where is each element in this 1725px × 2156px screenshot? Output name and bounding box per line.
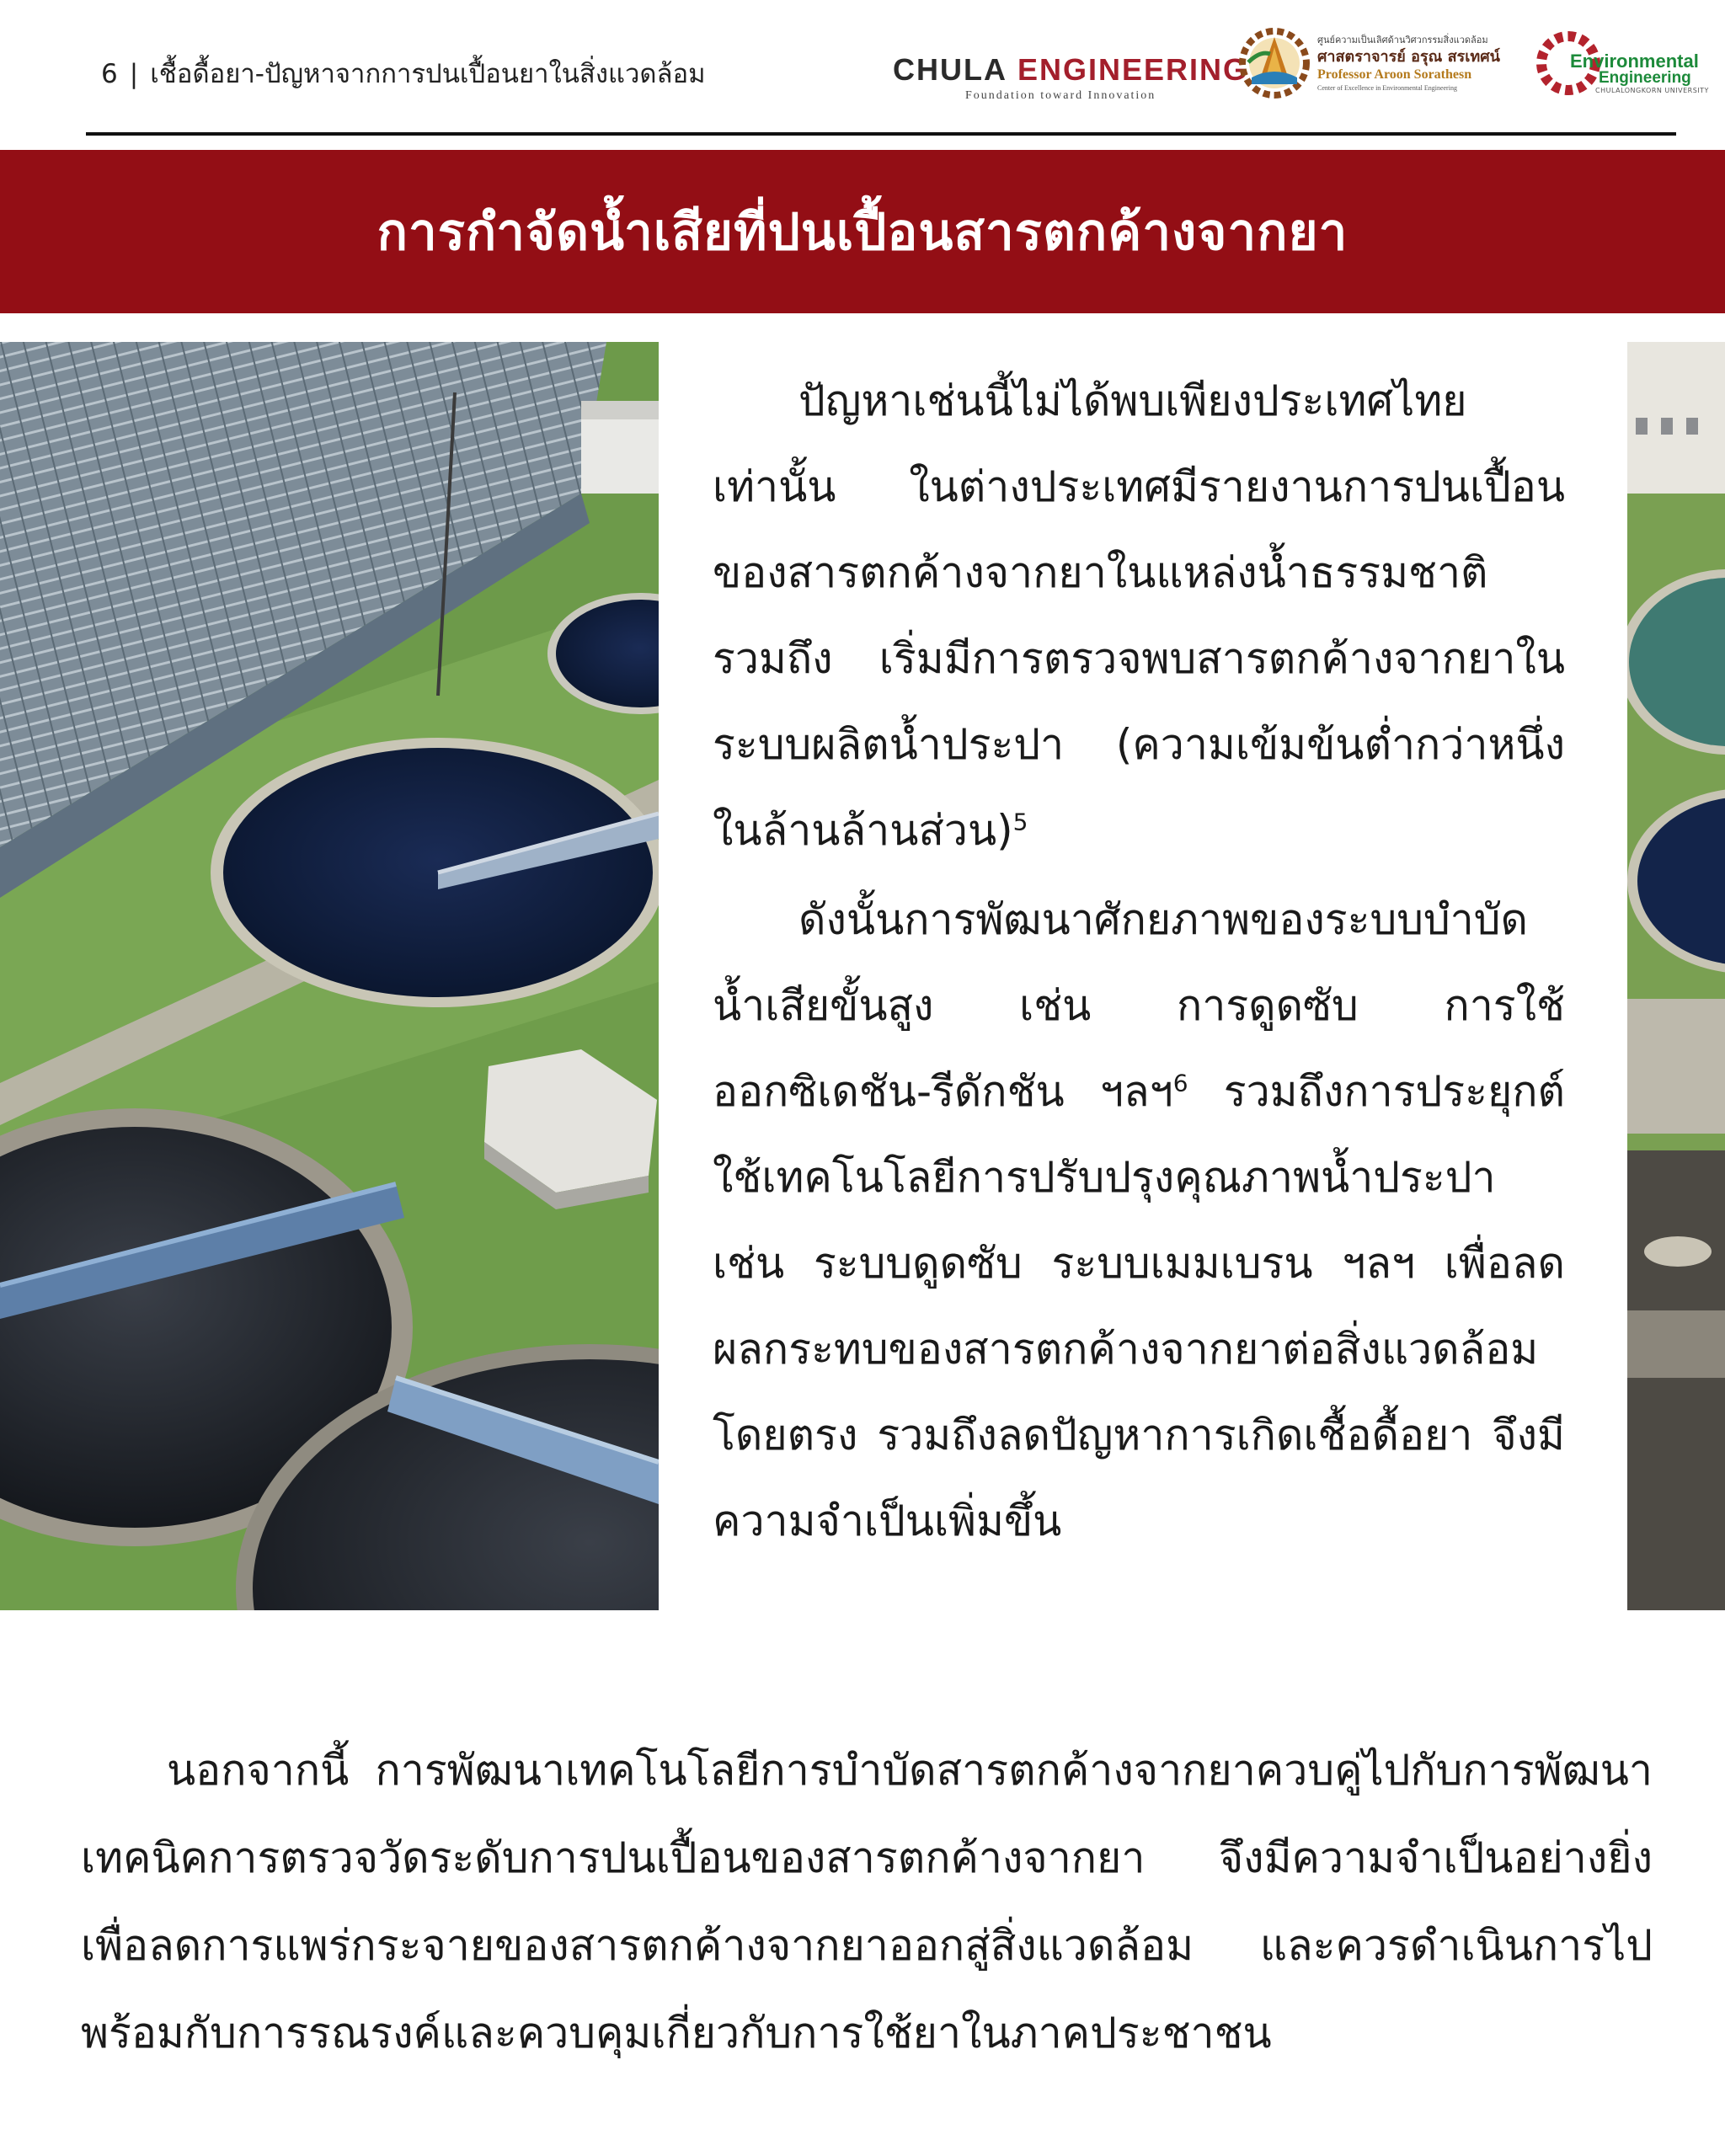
aroon-logo-line3: Professor Aroon Sorathesn	[1317, 67, 1472, 82]
paragraph-1-text: ปัญหาเช่นนี้ไม่ได้พบเพียงประเทศไทยเท่านั้น ในต่างประเทศมีรายงานการปนเปื้อนของสารตกค้างจากยาในแหล่งน้ำธรรมชาติ รวมถึง เริ่มมีการตรวจพบสารตกค้างจากยาในระบบผลิตน้ำประปา (ความเข้มข้นต่ำกว่าหนึ่งในล้านล้านส่วน)	[713, 376, 1565, 855]
aroon-emblem-icon	[1236, 25, 1312, 101]
footnote-ref-5: 5	[1012, 808, 1028, 836]
running-title: เชื้อดื้อยา-ปัญหาจากการปนเปื้อนยาในสิ่งแวดล้อม	[150, 59, 706, 89]
page-header	[0, 0, 1725, 135]
chula-logo-word-a: CHULA	[893, 52, 1007, 87]
aroon-logo-line2: ศาสตราจารย์ อรุณ สรเทศน์	[1317, 48, 1500, 66]
env-logo-line2: Engineering	[1599, 69, 1691, 87]
env-logo-line1: Environmental	[1570, 51, 1699, 72]
chula-logo-word-b: ENGINEERING	[1017, 52, 1249, 87]
header-rule	[86, 132, 1676, 136]
footnote-ref-6: 6	[1172, 1069, 1188, 1097]
paragraph-1	[713, 358, 1565, 873]
wastewater-plant-photo-strip	[1627, 342, 1725, 1610]
running-header	[101, 52, 706, 94]
column-text	[713, 358, 1565, 1564]
paragraph-3: นอกจากนี้ การพัฒนาเทคโนโลยีการบำบัดสารตกค้างจากยาควบคู่ไปกับการพัฒนาเทคนิคการตรวจวัดระดับการปนเปื้อนของสารตกค้างจากยา จึงมีความจำเป็นอย่างยิ่ง เพื่อลดการแพร่กระจายของสารตกค้างจากยาออกสู่สิ่งแวดล้อม และควรดำเนินการไปพร้อมกับการรณรงค์และควบคุมเกี่ยวกับการใช้ยาในภาคประชาชน	[81, 1746, 1653, 2057]
chula-engineering-logo	[893, 52, 1248, 103]
page-number: 6	[101, 59, 118, 89]
section-banner	[0, 150, 1725, 313]
aroon-logo-line1: ศูนย์ความเป็นเลิศด้านวิศวกรรมสิ่งแวดล้อม	[1317, 35, 1488, 45]
aroon-sorathesn-logo	[1236, 25, 1506, 101]
aroon-logo-line4: Center of Excellence in Environmental Engineering	[1317, 84, 1457, 92]
header-separator: |	[129, 59, 139, 89]
chula-logo-tagline: Foundation toward Innovation	[965, 89, 1156, 102]
wastewater-plant-photo	[0, 342, 659, 1610]
env-logo-line3: CHULALONGKORN UNIVERSITY	[1595, 87, 1709, 94]
paragraph-2	[713, 877, 1565, 1564]
section-title: การกำจัดน้ำเสียที่ปนเปื้อนสารตกค้างจากยา	[377, 202, 1348, 262]
environmental-engineering-logo	[1536, 25, 1713, 101]
paragraph-2-text-a: ดังนั้นการพัฒนาศักยภาพของระบบบำบัดน้ำเสียขั้นสูง เช่น การดูดซับ การใช้ออกซิเดชัน-รีดักชัน ฯลฯ	[713, 895, 1565, 1116]
paragraph-2-text-b: รวมถึงการประยุกต์ใช้เทคโนโลยีการปรับปรุงคุณภาพน้ำประปา เช่น ระบบดูดซับ ระบบเมมเบรน ฯลฯ เพื่อลดผลกระทบของสารตกค้างจากยาต่อสิ่งแวดล้อมโดยตรง รวมถึงลดปัญหาการเกิดเชื้อดื้อยา จึงมีความจำเป็นเพิ่มขึ้น	[713, 1067, 1566, 1545]
bottom-text	[81, 1726, 1653, 2077]
